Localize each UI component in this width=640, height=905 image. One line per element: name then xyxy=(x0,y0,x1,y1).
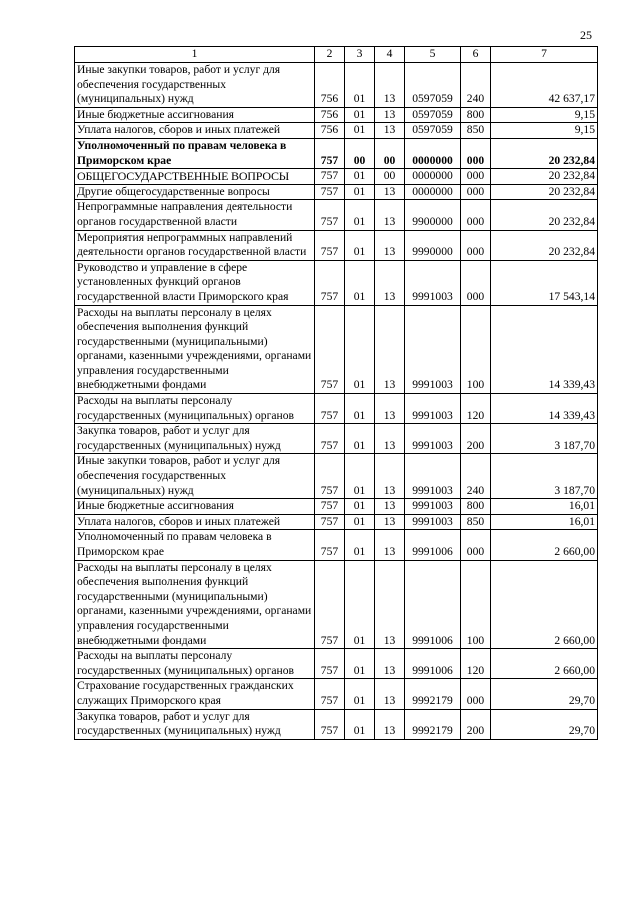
expense-type-cell: 200 xyxy=(461,709,491,739)
ministry-code-cell: 757 xyxy=(315,454,345,499)
ministry-code-cell: 756 xyxy=(315,123,345,139)
amount-cell: 29,70 xyxy=(491,709,598,739)
amount-cell: 16,01 xyxy=(491,499,598,515)
amount-cell: 29,70 xyxy=(491,679,598,709)
target-article-cell: 9991003 xyxy=(405,514,461,530)
expense-type-cell: 100 xyxy=(461,305,491,394)
ministry-code-cell: 756 xyxy=(315,107,345,123)
expense-type-cell: 800 xyxy=(461,107,491,123)
item-name-cell: Расходы на выплаты персоналу в целях обеспечения выполнения функций государственными (муниципальными) органами, казенными учреждениями, органами управления государственными внебюджетными фондами xyxy=(75,560,315,649)
table-row xyxy=(75,709,598,739)
section-cell: 01 xyxy=(345,200,375,230)
table-row xyxy=(75,560,598,649)
ministry-code-cell: 757 xyxy=(315,649,345,679)
item-name-cell: Расходы на выплаты персоналу государственных (муниципальных) органов xyxy=(75,394,315,424)
amount-cell: 14 339,43 xyxy=(491,305,598,394)
section-cell: 01 xyxy=(345,123,375,139)
section-cell: 01 xyxy=(345,560,375,649)
ministry-code-cell: 757 xyxy=(315,394,345,424)
amount-cell: 20 232,84 xyxy=(491,200,598,230)
expense-type-cell: 000 xyxy=(461,230,491,260)
column-header: 3 xyxy=(345,47,375,63)
table-row xyxy=(75,305,598,394)
target-article-cell: 9991003 xyxy=(405,394,461,424)
expense-type-cell: 800 xyxy=(461,499,491,515)
item-name-cell: Расходы на выплаты персоналу государственных (муниципальных) органов xyxy=(75,649,315,679)
ministry-code-cell: 757 xyxy=(315,305,345,394)
ministry-code-cell: 757 xyxy=(315,530,345,560)
subsection-cell: 13 xyxy=(375,305,405,394)
section-cell: 01 xyxy=(345,679,375,709)
ministry-code-cell: 757 xyxy=(315,169,345,185)
item-name-cell: Иные закупки товаров, работ и услуг для обеспечения государственных (муниципальных) нужд xyxy=(75,454,315,499)
subsection-cell: 13 xyxy=(375,514,405,530)
expense-type-cell: 240 xyxy=(461,63,491,108)
section-cell: 01 xyxy=(345,499,375,515)
subsection-cell: 13 xyxy=(375,184,405,200)
target-article-cell: 9991003 xyxy=(405,424,461,454)
table-row xyxy=(75,169,598,185)
table-row xyxy=(75,649,598,679)
ministry-code-cell: 757 xyxy=(315,679,345,709)
expense-type-cell: 240 xyxy=(461,454,491,499)
section-cell: 01 xyxy=(345,530,375,560)
table-row xyxy=(75,499,598,515)
section-cell: 01 xyxy=(345,260,375,305)
subsection-cell: 13 xyxy=(375,454,405,499)
column-header: 6 xyxy=(461,47,491,63)
expense-type-cell: 120 xyxy=(461,394,491,424)
expense-type-cell: 000 xyxy=(461,679,491,709)
ministry-code-cell: 757 xyxy=(315,709,345,739)
amount-cell: 42 637,17 xyxy=(491,63,598,108)
ministry-code-cell: 757 xyxy=(315,514,345,530)
target-article-cell: 9900000 xyxy=(405,200,461,230)
section-cell: 01 xyxy=(345,424,375,454)
target-article-cell: 9991006 xyxy=(405,530,461,560)
item-name-cell: Уполномоченный по правам человека в Приморском крае xyxy=(75,530,315,560)
budget-table xyxy=(74,46,598,740)
expense-type-cell: 120 xyxy=(461,649,491,679)
expense-type-cell: 000 xyxy=(461,260,491,305)
expense-type-cell: 000 xyxy=(461,138,491,168)
amount-cell: 20 232,84 xyxy=(491,169,598,185)
ministry-code-cell: 757 xyxy=(315,424,345,454)
subsection-cell: 13 xyxy=(375,63,405,108)
amount-cell: 3 187,70 xyxy=(491,424,598,454)
subsection-cell: 13 xyxy=(375,649,405,679)
subsection-cell: 13 xyxy=(375,260,405,305)
section-cell: 01 xyxy=(345,184,375,200)
subsection-cell: 13 xyxy=(375,709,405,739)
expense-type-cell: 000 xyxy=(461,530,491,560)
expense-type-cell: 200 xyxy=(461,424,491,454)
table-row xyxy=(75,454,598,499)
subsection-cell: 13 xyxy=(375,530,405,560)
column-header: 2 xyxy=(315,47,345,63)
subsection-cell: 00 xyxy=(375,138,405,168)
item-name-cell: Уплата налогов, сборов и иных платежей xyxy=(75,514,315,530)
table-row xyxy=(75,260,598,305)
table-row-department xyxy=(75,138,598,168)
item-name-cell: Уплата налогов, сборов и иных платежей xyxy=(75,123,315,139)
item-name-cell: Иные закупки товаров, работ и услуг для обеспечения государственных (муниципальных) нужд xyxy=(75,63,315,108)
ministry-code-cell: 757 xyxy=(315,560,345,649)
subsection-cell: 13 xyxy=(375,123,405,139)
target-article-cell: 0000000 xyxy=(405,184,461,200)
expense-type-cell: 100 xyxy=(461,560,491,649)
target-article-cell: 0597059 xyxy=(405,123,461,139)
table-row xyxy=(75,394,598,424)
section-cell: 01 xyxy=(345,305,375,394)
amount-cell: 20 232,84 xyxy=(491,184,598,200)
target-article-cell: 9992179 xyxy=(405,679,461,709)
target-article-cell: 9991003 xyxy=(405,454,461,499)
item-name-cell: Уполномоченный по правам человека в Приморском крае xyxy=(75,138,315,168)
section-cell: 01 xyxy=(345,649,375,679)
target-article-cell: 9991003 xyxy=(405,260,461,305)
table-row xyxy=(75,230,598,260)
table-row xyxy=(75,107,598,123)
item-name-cell: Закупка товаров, работ и услуг для государственных (муниципальных) нужд xyxy=(75,709,315,739)
item-name-cell: Руководство и управление в сфере установленных функций органов государственной власти Приморского края xyxy=(75,260,315,305)
subsection-cell: 13 xyxy=(375,679,405,709)
table-row xyxy=(75,514,598,530)
subsection-cell: 13 xyxy=(375,560,405,649)
item-name-cell: Мероприятия непрограммных направлений деятельности органов государственной власти xyxy=(75,230,315,260)
section-cell: 01 xyxy=(345,709,375,739)
target-article-cell: 9991006 xyxy=(405,560,461,649)
amount-cell: 9,15 xyxy=(491,107,598,123)
target-article-cell: 9991003 xyxy=(405,305,461,394)
subsection-cell: 13 xyxy=(375,230,405,260)
section-cell: 01 xyxy=(345,107,375,123)
target-article-cell: 9991003 xyxy=(405,499,461,515)
section-cell: 01 xyxy=(345,169,375,185)
expense-type-cell: 000 xyxy=(461,200,491,230)
section-cell: 00 xyxy=(345,138,375,168)
section-cell: 01 xyxy=(345,63,375,108)
item-name-cell: Иные бюджетные ассигнования xyxy=(75,499,315,515)
expense-type-cell: 000 xyxy=(461,184,491,200)
table-row xyxy=(75,63,598,108)
subsection-cell: 00 xyxy=(375,169,405,185)
page-number: 25 xyxy=(580,28,592,42)
item-name-cell: Иные бюджетные ассигнования xyxy=(75,107,315,123)
amount-cell: 3 187,70 xyxy=(491,454,598,499)
amount-cell: 16,01 xyxy=(491,514,598,530)
ministry-code-cell: 757 xyxy=(315,200,345,230)
target-article-cell: 9992179 xyxy=(405,709,461,739)
item-name-cell: Расходы на выплаты персоналу в целях обеспечения выполнения функций государственными (муниципальными) органами, казенными учреждениями, органами управления государственными внебюджетными фондами xyxy=(75,305,315,394)
item-name-cell: Непрограммные направления деятельности органов государственной власти xyxy=(75,200,315,230)
column-header: 7 xyxy=(491,47,598,63)
amount-cell: 2 660,00 xyxy=(491,560,598,649)
expense-type-cell: 850 xyxy=(461,514,491,530)
section-cell: 01 xyxy=(345,514,375,530)
column-header: 5 xyxy=(405,47,461,63)
amount-cell: 17 543,14 xyxy=(491,260,598,305)
table-row xyxy=(75,530,598,560)
target-article-cell: 0000000 xyxy=(405,138,461,168)
column-header: 1 xyxy=(75,47,315,63)
ministry-code-cell: 756 xyxy=(315,63,345,108)
amount-cell: 20 232,84 xyxy=(491,138,598,168)
table-header-row xyxy=(75,47,598,63)
subsection-cell: 13 xyxy=(375,394,405,424)
target-article-cell: 0597059 xyxy=(405,63,461,108)
amount-cell: 14 339,43 xyxy=(491,394,598,424)
subsection-cell: 13 xyxy=(375,107,405,123)
expense-type-cell: 850 xyxy=(461,123,491,139)
amount-cell: 2 660,00 xyxy=(491,530,598,560)
amount-cell: 20 232,84 xyxy=(491,230,598,260)
table-row xyxy=(75,184,598,200)
item-name-cell: Закупка товаров, работ и услуг для государственных (муниципальных) нужд xyxy=(75,424,315,454)
ministry-code-cell: 757 xyxy=(315,138,345,168)
target-article-cell: 0597059 xyxy=(405,107,461,123)
table-row xyxy=(75,424,598,454)
expense-type-cell: 000 xyxy=(461,169,491,185)
section-cell: 01 xyxy=(345,454,375,499)
subsection-cell: 13 xyxy=(375,424,405,454)
section-cell: 01 xyxy=(345,394,375,424)
subsection-cell: 13 xyxy=(375,200,405,230)
amount-cell: 9,15 xyxy=(491,123,598,139)
target-article-cell: 9990000 xyxy=(405,230,461,260)
ministry-code-cell: 757 xyxy=(315,499,345,515)
amount-cell: 2 660,00 xyxy=(491,649,598,679)
ministry-code-cell: 757 xyxy=(315,184,345,200)
subsection-cell: 13 xyxy=(375,499,405,515)
column-header: 4 xyxy=(375,47,405,63)
item-name-cell: Страхование государственных гражданских служащих Приморского края xyxy=(75,679,315,709)
ministry-code-cell: 757 xyxy=(315,230,345,260)
target-article-cell: 9991006 xyxy=(405,649,461,679)
ministry-code-cell: 757 xyxy=(315,260,345,305)
target-article-cell: 0000000 xyxy=(405,169,461,185)
table-row xyxy=(75,123,598,139)
item-name-cell: ОБЩЕГОСУДАРСТВЕННЫЕ ВОПРОСЫ xyxy=(75,169,315,185)
item-name-cell: Другие общегосударственные вопросы xyxy=(75,184,315,200)
section-cell: 01 xyxy=(345,230,375,260)
table-row xyxy=(75,200,598,230)
table-row xyxy=(75,679,598,709)
